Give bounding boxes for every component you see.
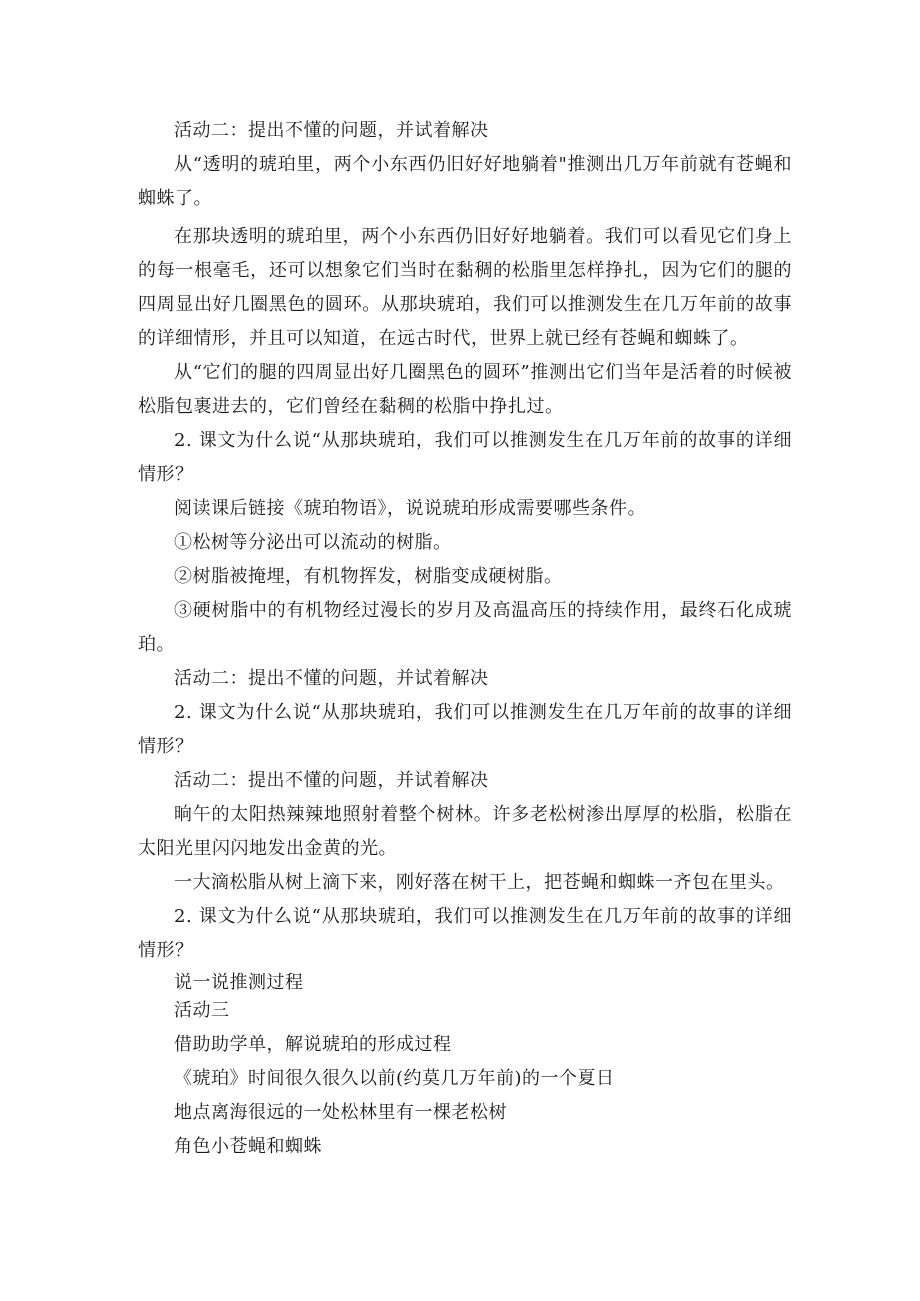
heading-activity-three: 活动三 bbox=[174, 1000, 230, 1021]
paragraph-quote-text: 在那块透明的琥珀里，两个小东西仍旧好好地躺着。我们可以看见它们身上的每一根毫毛，还可以想象它们当时在黏稠的松脂里怎样挣扎，因为它们的腿的四周显出好几圈黑色的圆环。从那块琥珀，我们可以推测发生在几万年前的故事的详细情形，并且可以知道，在远古时代，世界上就已经有苍蝇和蜘蛛了。 bbox=[138, 226, 792, 349]
paragraph-resin-drop: 一大滴松脂从树上滴下来，刚好落在树干上，把苍蝇和蜘蛛一齐包在里头。 bbox=[174, 872, 785, 893]
question-2-second: 2. 课文为什么说“从那块琥珀，我们可以推测发生在几万年前的故事的详细情形？ bbox=[138, 702, 792, 757]
document-body bbox=[138, 114, 792, 1164]
story-characters: 角色小苍蝇和蜘蛛 bbox=[174, 1136, 322, 1157]
worksheet-instruction: 借助助学单，解说琥珀的形成过程 bbox=[174, 1034, 452, 1055]
question-2-first: 2. 课文为什么说“从那块琥珀，我们可以推测发生在几万年前的故事的详细情形？ bbox=[138, 430, 792, 485]
reading-prompt: 阅读课后链接《琥珀物语》，说说琥珀形成需要哪些条件。 bbox=[174, 498, 646, 519]
paragraph-inference-2: 从“它们的腿的四周显出好几圈黑色的圆环”推测出它们当年是活着的时候被松脂包裹进去的，它们曾经在黏稠的松脂中挣扎过。 bbox=[138, 362, 792, 417]
paragraph-inference-1: 从“透明的琥珀里，两个小东西仍旧好好地躺着"推测出几万年前就有苍蝇和蜘蛛了。 bbox=[138, 154, 792, 209]
heading-activity-two-repeat-1: 活动二：提出不懂的问题，并试着解决 bbox=[174, 668, 489, 689]
heading-activity-two: 活动二：提出不懂的问题，并试着解决 bbox=[174, 120, 489, 141]
speak-inference-process: 说一说推测过程 bbox=[174, 972, 304, 993]
condition-3: ③硬树脂中的有机物经过漫长的岁月及高温高压的持续作用，最终石化成琥珀。 bbox=[138, 600, 792, 655]
story-place: 地点离海很远的一处松林里有一棵老松树 bbox=[174, 1102, 507, 1123]
heading-activity-two-repeat-2: 活动二：提出不懂的问题，并试着解决 bbox=[174, 770, 489, 791]
condition-2: ②树脂被掩埋，有机物挥发，树脂变成硬树脂。 bbox=[174, 566, 563, 587]
condition-1: ①松树等分泌出可以流动的树脂。 bbox=[174, 532, 452, 553]
question-2-third: 2. 课文为什么说“从那块琥珀，我们可以推测发生在几万年前的故事的详细情形？ bbox=[138, 906, 792, 961]
paragraph-sun-pine: 晌午的太阳热辣辣地照射着整个树林。许多老松树渗出厚厚的松脂，松脂在太阳光里闪闪地发出金黄的光。 bbox=[138, 804, 792, 859]
story-time: 《琥珀》时间很久很久以前(约莫几万年前)的一个夏日 bbox=[174, 1068, 615, 1089]
